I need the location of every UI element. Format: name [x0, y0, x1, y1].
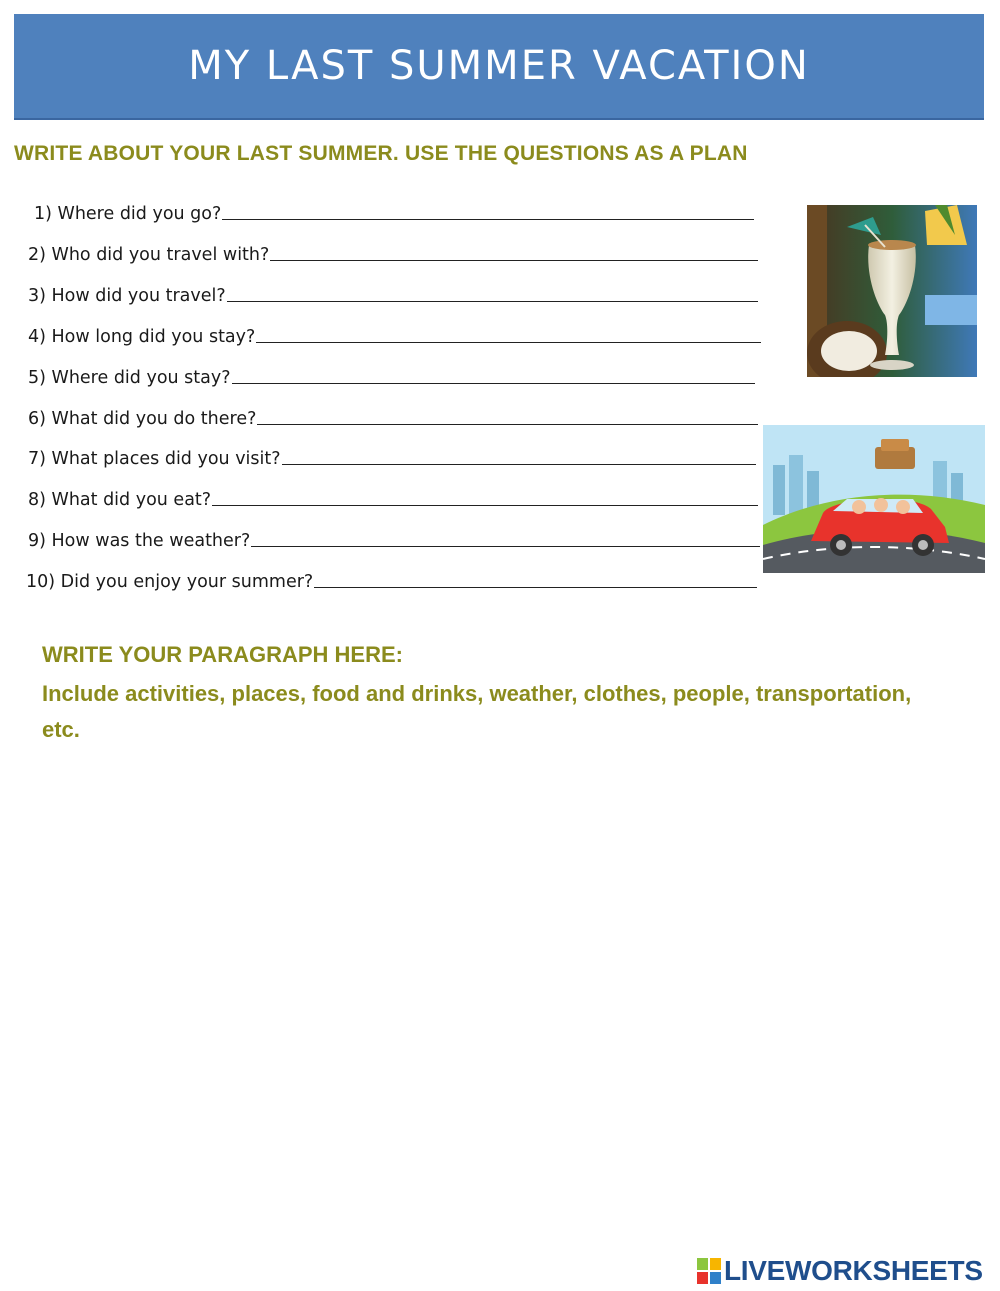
question-8	[28, 484, 758, 510]
question-4	[28, 321, 761, 347]
question-9	[28, 525, 760, 551]
question-7-label: 7) What places did you visit?	[28, 449, 281, 469]
answer-line-3[interactable]	[227, 301, 758, 302]
pina-colada-image	[807, 205, 977, 377]
brand-text: LIVEWORKSHEETS	[724, 1255, 983, 1286]
family-car-illustration	[763, 425, 985, 573]
title-banner	[14, 14, 984, 120]
question-9-label: 9) How was the weather?	[28, 531, 251, 551]
liveworksheets-brand	[697, 1254, 983, 1288]
answer-line-6[interactable]	[257, 424, 758, 425]
question-1	[34, 198, 754, 224]
liveworksheets-logo-icon	[697, 1258, 721, 1284]
answer-line-7[interactable]	[282, 464, 756, 465]
answer-line-5[interactable]	[232, 383, 755, 384]
answer-line-9[interactable]	[251, 546, 760, 547]
answer-line-1[interactable]	[222, 219, 754, 220]
paragraph-heading: WRITE YOUR PARAGRAPH HERE:	[42, 642, 403, 667]
question-2	[28, 239, 758, 265]
instruction-text: WRITE ABOUT YOUR LAST SUMMER. USE THE QUESTIONS AS A PLAN	[14, 142, 748, 165]
page-title: MY LAST SUMMER VACATION	[188, 43, 810, 89]
answer-line-4[interactable]	[256, 342, 761, 343]
question-8-label: 8) What did you eat?	[28, 490, 212, 510]
question-7	[28, 443, 756, 469]
question-10-label: 10) Did you enjoy your summer?	[26, 572, 314, 592]
question-5-label: 5) Where did you stay?	[28, 368, 231, 388]
pina-colada-illustration	[807, 205, 977, 377]
paragraph-instructions: Include activities, places, food and drinks, weather, clothes, people, transportation, etc.	[42, 681, 912, 742]
question-3	[28, 280, 758, 306]
question-4-label: 4) How long did you stay?	[28, 327, 256, 347]
answer-line-2[interactable]	[270, 260, 758, 261]
answer-line-10[interactable]	[314, 587, 757, 588]
family-car-image	[763, 425, 985, 573]
question-2-label: 2) Who did you travel with?	[28, 245, 270, 265]
answer-line-8[interactable]	[212, 505, 758, 506]
question-6-label: 6) What did you do there?	[28, 409, 257, 429]
question-1-label: 1) Where did you go?	[34, 204, 222, 224]
question-5	[28, 362, 755, 388]
question-6	[28, 403, 758, 429]
question-10	[26, 566, 757, 592]
question-3-label: 3) How did you travel?	[28, 286, 226, 306]
